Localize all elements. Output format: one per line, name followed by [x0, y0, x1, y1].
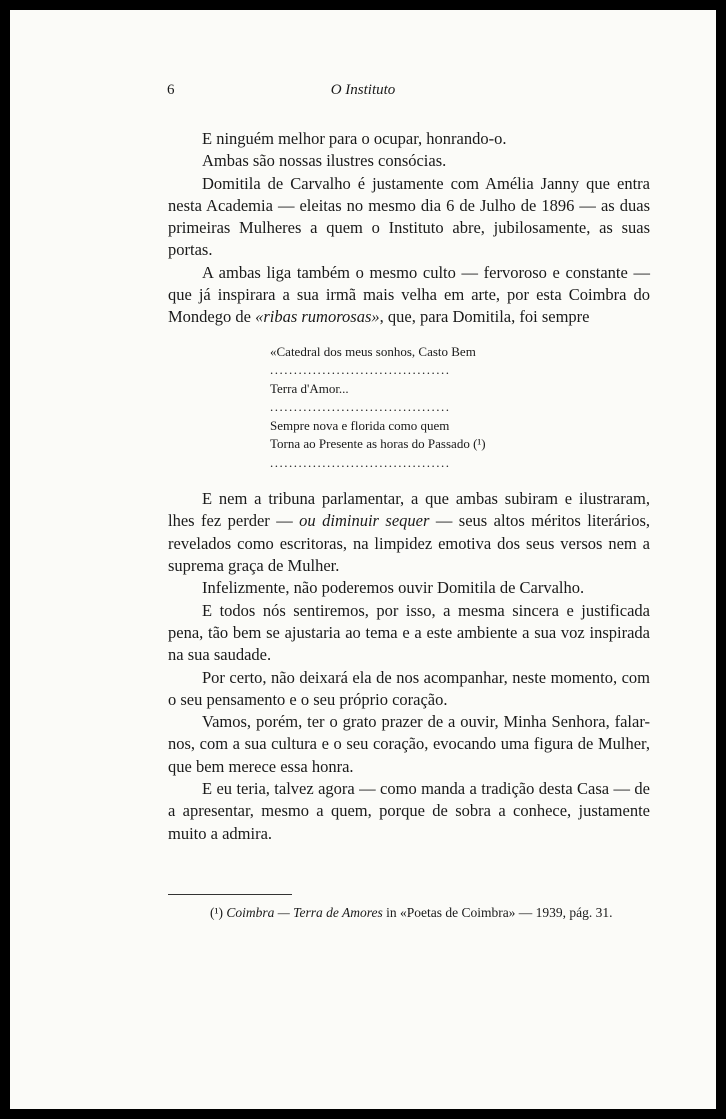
paragraph: Vamos, porém, ter o grato prazer de a ouvir, Minha Senhora, falar-nos, com a sua cultura e o seu coração, evocando uma figura de Mulher, que bem merece essa honra.: [168, 712, 650, 776]
paragraph: E eu teria, talvez agora — como manda a tradição desta Casa — de a apresentar, mesmo a quem, porque de sobra a conhece, justamente muito a admira.: [168, 779, 650, 843]
book-page: [10, 10, 716, 1109]
footnote-marker: (¹): [210, 905, 224, 920]
paragraph: Ambas são nossas ilustres consócias.: [202, 151, 447, 171]
page-number: 6: [167, 82, 175, 98]
footnote-title: Coimbra — Terra de Amores: [226, 905, 383, 920]
text: — seus altos méritos literários, revelados como escritoras, na limpidez emotiva dos seus versos nem a suprema graça de Mulher.: [168, 511, 650, 576]
poem-ellipsis: ......................................: [270, 454, 451, 470]
paragraph: Infelizmente, não poderemos ouvir Domitila de Carvalho.: [202, 578, 585, 598]
footnote: [168, 904, 650, 922]
paragraph-tribuna: [168, 488, 650, 577]
poem-line: Torna ao Presente as horas do Passado (¹): [270, 436, 486, 452]
footnote-rule: [168, 894, 292, 895]
poem-line: «Catedral dos meus sonhos, Casto Bem: [270, 343, 476, 359]
paragraph: E todos nós sentiremos, por isso, a mesma sincera e justificada pena, tão bem se ajustaria ao tema e a este ambiente a sua voz inspirada na sua saudade.: [168, 600, 650, 665]
running-title: O Instituto: [330, 82, 396, 98]
poem-quote: [270, 343, 650, 473]
body-text: [168, 128, 650, 845]
paragraph: E ninguém melhor para o ocupar, honrando-o.: [202, 129, 507, 148]
poem-line: Sempre nova e florida como quem: [270, 417, 450, 433]
poem-ellipsis: ......................................: [270, 362, 451, 378]
italic-quote: «ribas rumorosas»: [255, 307, 380, 327]
text: , que, para Domitila, foi sempre: [379, 307, 590, 327]
paragraph: Domitila de Carvalho é justamente com Amélia Janny que entra nesta Academia — eleitas no mesmo dia 6 de Julho de 1896 — as duas primeiras Mulheres a quem o Instituto abre, jubilosamente, as suas portas.: [168, 173, 650, 260]
italic-phrase: ou diminuir sequer: [299, 511, 430, 531]
text: E nem a tribuna parlamentar, a que ambas subiram e ilustraram, lhes fez perder —: [168, 489, 650, 531]
paragraph: Por certo, não deixará ela de nos acompanhar, neste momento, com o seu pensamento e o seu próprio coração.: [168, 667, 650, 709]
poem-ellipsis: ......................................: [270, 399, 451, 415]
paragraph-ribas: [168, 262, 650, 329]
poem-line: Terra d'Amor...: [270, 380, 349, 396]
text: A ambas liga também o mesmo culto — fervoroso e constante — que já inspirara a sua irmã mais velha em arte, por esta Coimbra do Mondego de: [168, 262, 650, 327]
footnote-text: in «Poetas de Coimbra» — 1939, pág. 31.: [382, 905, 613, 920]
